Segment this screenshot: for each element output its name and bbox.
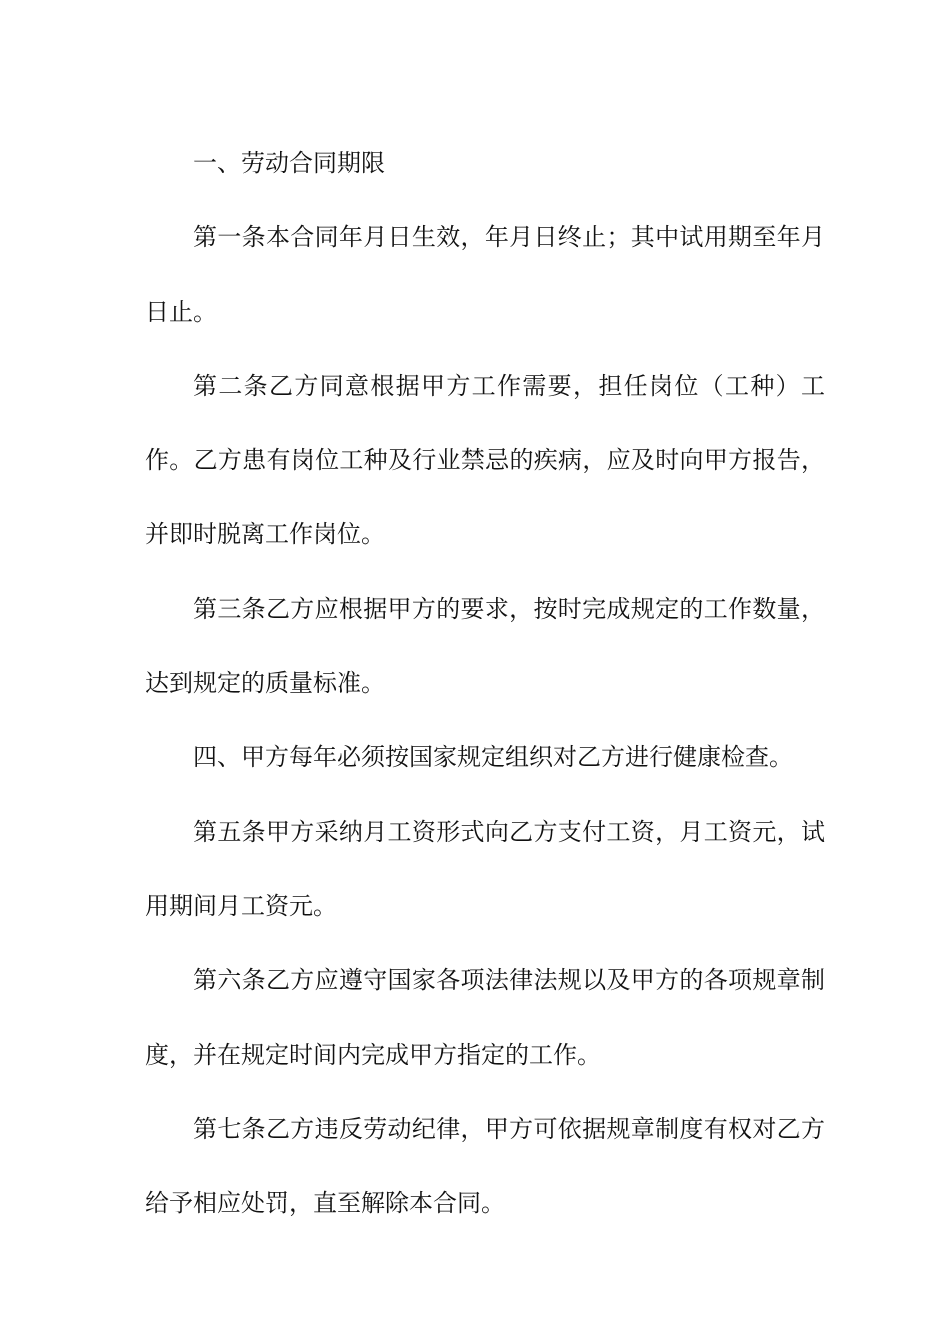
document-body (145, 126, 825, 1240)
article-2-paragraph: 第二条乙方同意根据甲方工作需要，担任岗位（工种）工作。乙方患有岗位工种及行业禁忌的疾病，应及时向甲方报告，并即时脱离工作岗位。 (145, 371, 825, 549)
article-7-paragraph: 第七条乙方违反劳动纪律，甲方可依据规章制度有权对乙方给予相应处罚，直至解除本合同。 (145, 1114, 825, 1218)
article-6-paragraph: 第六条乙方应遵守国家各项法律法规以及甲方的各项规章制度，并在规定时间内完成甲方指定的工作。 (145, 966, 825, 1069)
article-3-paragraph: 第三条乙方应根据甲方的要求，按时完成规定的工作数量，达到规定的质量标准。 (145, 594, 825, 698)
article-5-paragraph: 第五条甲方采纳月工资形式向乙方支付工资，月工资元，试用期间月工资元。 (145, 817, 825, 920)
article-1-paragraph: 第一条本合同年月日生效，年月日终止；其中试用期至年月日止。 (145, 223, 825, 326)
article-4-paragraph: 四、甲方每年必须按国家规定组织对乙方进行健康检查。 (193, 743, 793, 772)
section-heading-contract-term: 一、劳动合同期限 (193, 149, 385, 177)
